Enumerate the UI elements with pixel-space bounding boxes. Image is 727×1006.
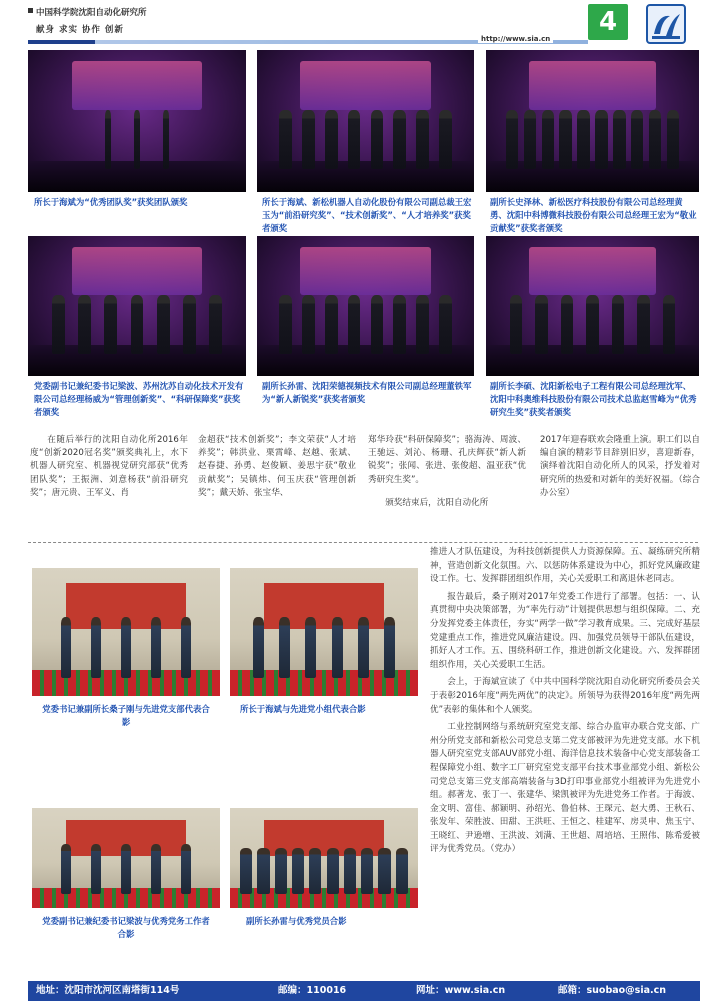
article2-column — [430, 546, 700, 857]
footer-postcode: 邮编：110016 — [278, 985, 347, 996]
sia-logo-icon — [646, 4, 686, 44]
article1-column-4: 2017年迎春联欢会隆重上演。职工们以自编自演的精彩节目辞别旧岁，喜迎新春，演绎着沈阳自动化所人的风采，抒发着对研究所的热爱和对新年的美好祝福。（综合办公室） — [540, 435, 700, 498]
award-photo-management — [28, 236, 246, 376]
website-url[interactable]: http://www.sia.cn — [478, 35, 553, 43]
caption-dedication-award: 副所长史泽林、新松医疗科技股份有限公司总经理黄勇、沈阳中科博微科技股份有限公司总经理王宏为“敬业贡献奖”获奖者颁奖 — [490, 197, 697, 233]
award-photo-student — [486, 236, 699, 376]
caption-research-award: 所长于海斌、新松机器人自动化股份有限公司副总裁王宏玉为“前沿研究奖”、“技术创新奖”、“人才培养奖”获奖者颁奖 — [262, 197, 472, 233]
article1-column-3 — [368, 434, 526, 510]
award-photo-research — [257, 50, 474, 192]
caption-advanced-branch: 党委书记兼副所长桑子刚与先进党支部代表合影 — [42, 704, 210, 727]
caption-party-workers: 党委副书记兼纪委书记梁波与优秀党务工作者合影 — [42, 916, 210, 939]
article1-column-1: 在随后举行的沈阳自动化所2016年度“创新2020冠名奖”颁奖典礼上，水下机器人研究室、机器视觉研究部获“优秀团队奖”；王振洲、刘意杨获“前沿研究奖”；唐元贵、王军义、肖 — [30, 435, 188, 498]
photo-advanced-group — [230, 568, 418, 696]
caption-team-award: 所长于海斌为“优秀团队奖”获奖团队颁奖 — [34, 197, 188, 207]
article2-paragraph-3: 会上，于海斌宣读了《中共中国科学院沈阳自动化研究所委员会关于表彰2016年度“两先两优”的决定》。所领导为获得2016年度“两先两优”表彰的集体和个人颁奖。 — [430, 677, 700, 715]
footer-email[interactable]: 邮箱：suobao@sia.cn — [558, 985, 667, 996]
article1-column-3-text: 郑华玲获“科研保障奖”；骆海涛、周波、王驰远、刘沁、杨珊、孔庆辉获“新人新锐奖”；张闻、张进、张俊超、温亚获“优秀研究生奖”。 — [368, 435, 526, 485]
caption-student-award: 副所长李硕、沈阳新松电子工程有限公司总经理沈军、沈阳中科奥维科技股份有限公司技术总监赵雪峰为“优秀研究生奖”获奖者颁奖 — [490, 381, 697, 417]
article2-paragraph-1: 推进人才队伍建设，为科技创新提供人力资源保障。五、凝练研究所精神，营造创新文化氛围。六、以惩防体系建设为中心，抓好党风廉政建设工作。七、发挥群团组织作用，关心关爱职工和离退休老同志。 — [430, 547, 700, 585]
award-photo-newcomer — [257, 236, 474, 376]
photo-excellent-members — [230, 808, 418, 908]
organization-name: 中国科学院沈阳自动化研究所 — [36, 8, 147, 18]
caption-newcomer-award: 副所长孙雷、沈阳荣德视频技术有限公司副总经理董铁军为“新人新锐奖”获奖者颁奖 — [262, 381, 472, 404]
section-divider — [28, 542, 698, 543]
photo-party-workers — [32, 808, 220, 908]
article1-column-2: 金超获“技术创新奖”；李文荣获“人才培养奖”；韩洪业、栗霄峰、赵越、张斌、赵春捷、孙勇、赵俊颖、姜思宇获“敬业贡献奖”；吴镇炜、何玉庆获“管理创新奖”；戴天娇、张宝华、 — [198, 435, 356, 498]
caption-advanced-group: 所长于海斌与先进党小组代表合影 — [240, 704, 366, 714]
article2-paragraph-2: 报告最后，桑子刚对2017年党委工作进行了部署。包括：一、认真贯彻中央决策部署，为“率先行动”计划提供思想与组织保障。二、充分发挥党委主体责任，夯实“两学一做”学习教育成果。三、完成好基层党建重点工作，推进党风廉洁建设。四、加强党员领导干部队伍建设，抓好人才工作。五、围绕科研工作，推进创新文化建设。六、发挥群团组织作用，关心关爱职工生活。 — [430, 591, 700, 670]
award-photo-dedication — [486, 50, 699, 192]
page-footer — [28, 981, 700, 1001]
motto: 献身 求实 协作 创新 — [36, 25, 124, 35]
footer-address: 地址：沈阳市沈河区南塔街114号 — [36, 985, 180, 996]
article1-column-3-b: 颁奖结束后，沈阳自动化所 — [385, 497, 489, 508]
article2-paragraph-4: 工业控制网络与系统研究室党支部、综合办监审办联合党支部、广州分所党支部和新松公司党总支第二党支部被评为先进党支部。水下机器人研究室党支部AUV部党小组、海洋信息技术装备中心党支部装备工程保障党小组、数字工厂研究室党支部平台技术事业部党小组、新松公司党总支第三党支部高端装备与3D打印事业部党小组被评为先进党小组。郝著龙、张丁一、张建华、梁凯被评为先进党务工作者。于海波、金文明、富佳、郝颖明、孙绍光、鲁伯林、王琛元、赵大勇、王秋石、张发年、荣胜波、田甜、王洪旺、王恒之、桂建军、房灵申、焦玉宁、王晓红、尹逊增、王洪波、刘满、王世超、周培培、王照伟、陈希爱被评为优秀党员。（党办） — [430, 722, 700, 855]
caption-excellent-members: 副所长孙雷与优秀党员合影 — [246, 916, 347, 926]
caption-management-award: 党委副书记兼纪委书记梁波、苏州沈苏自动化技术开发有限公司总经理杨威为“管理创新奖”、“科研保障奖”获奖者颁奖 — [34, 381, 244, 417]
award-photo-team — [28, 50, 246, 192]
photo-advanced-branch — [32, 568, 220, 696]
page-number: 4 — [598, 7, 618, 37]
footer-website[interactable]: 网址：www.sia.cn — [416, 985, 506, 996]
bullet-square-icon — [28, 8, 33, 13]
